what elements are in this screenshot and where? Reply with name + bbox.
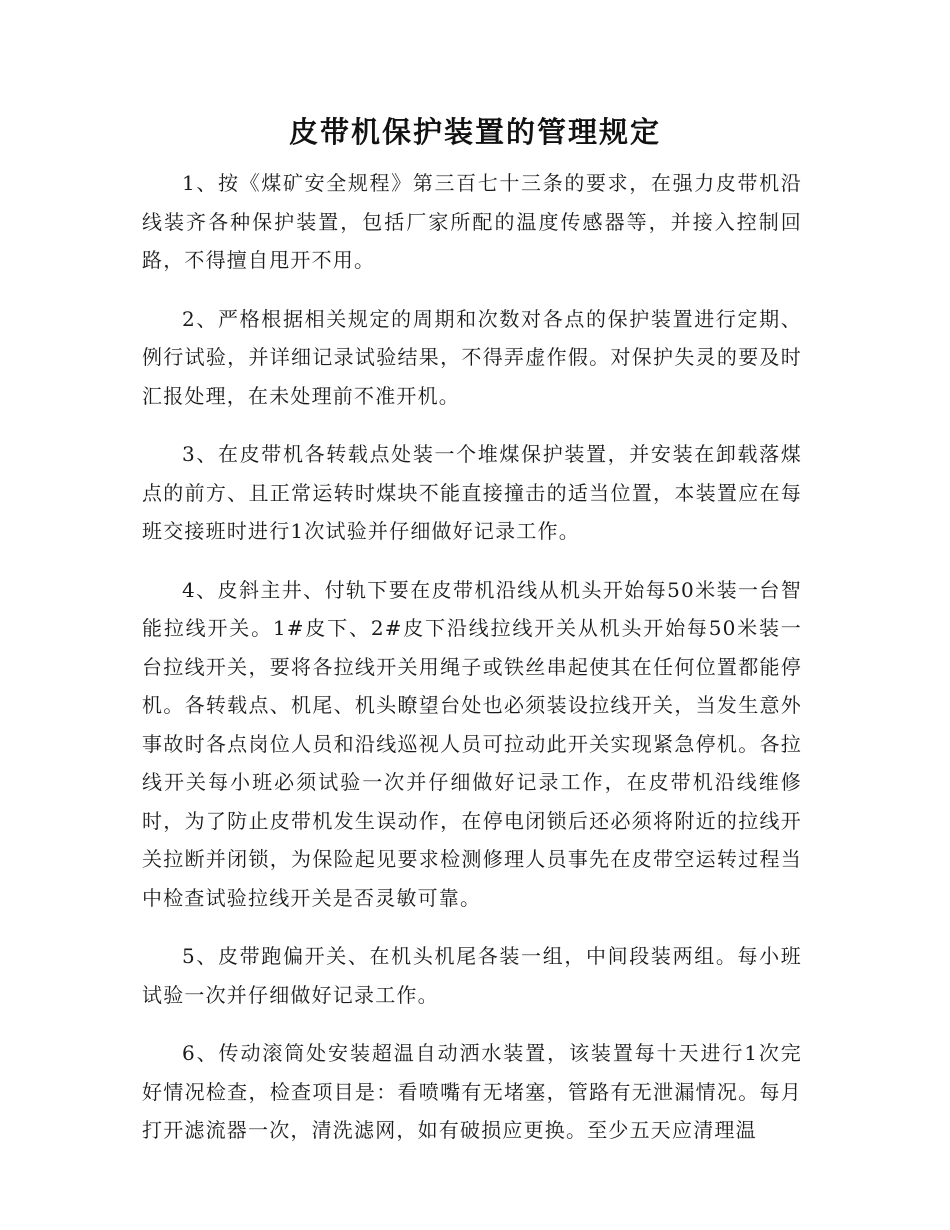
document-body [142,164,802,1170]
paragraph-2: 2、严格根据相关规定的周期和次数对各点的保护装置进行定期、例行试验，并详细记录试验结果，不得弄虚作假。对保护失灵的要及时汇报处理，在未处理前不准开机。 [142,306,802,408]
paragraph-4: 4、皮斜主井、付轨下要在皮带机沿线从机头开始每50米装一台智能拉线开关。1#皮下、2#皮下沿线拉线开关从机头开始每50米装一台拉线开关，要将各拉线开关用绳子或铁丝串起使其在任何位置都能停机。各转载点、机尾、机头瞭望台处也必须装设拉线开关，当发生意外事故时各点岗位人员和沿线巡视人员可拉动此开关实现紧急停机。各拉线开关每小班必须试验一次并仔细做好记录工作，在皮带机沿线维修时，为了防止皮带机发生误动作，在停电闭锁后还必须将附近的拉线开关拉断并闭锁，为保险起见要求检测修理人员事先在皮带空运转过程当中检查试验拉线开关是否灵敏可靠。 [142,577,802,910]
paragraph-6: 6、传动滚筒处安装超温自动洒水装置，该装置每十天进行1次完好情况检查，检查项目是：看喷嘴有无堵塞，管路有无泄漏情况。每月打开滤流器一次，清洗滤网，如有破损应更换。至少五天应清理温 [142,1041,802,1142]
paragraph-3: 3、在皮带机各转载点处装一个堆煤保护装置，并安装在卸载落煤点的前方、且正常运转时煤块不能直接撞击的适当位置，本装置应在每班交接班时进行1次试验并仔细做好记录工作。 [142,442,802,543]
paragraph-5: 5、皮带跑偏开关、在机头机尾各装一组，中间段装两组。每小班试验一次并仔细做好记录工作。 [142,944,802,1007]
document-title: 皮带机保护装置的管理规定 [288,115,661,149]
paragraph-1: 1、按《煤矿安全规程》第三百七十三条的要求，在强力皮带机沿线装齐各种保护装置，包括厂家所配的温度传感器等，并接入控制回路，不得擅自甩开不用。 [142,171,802,272]
